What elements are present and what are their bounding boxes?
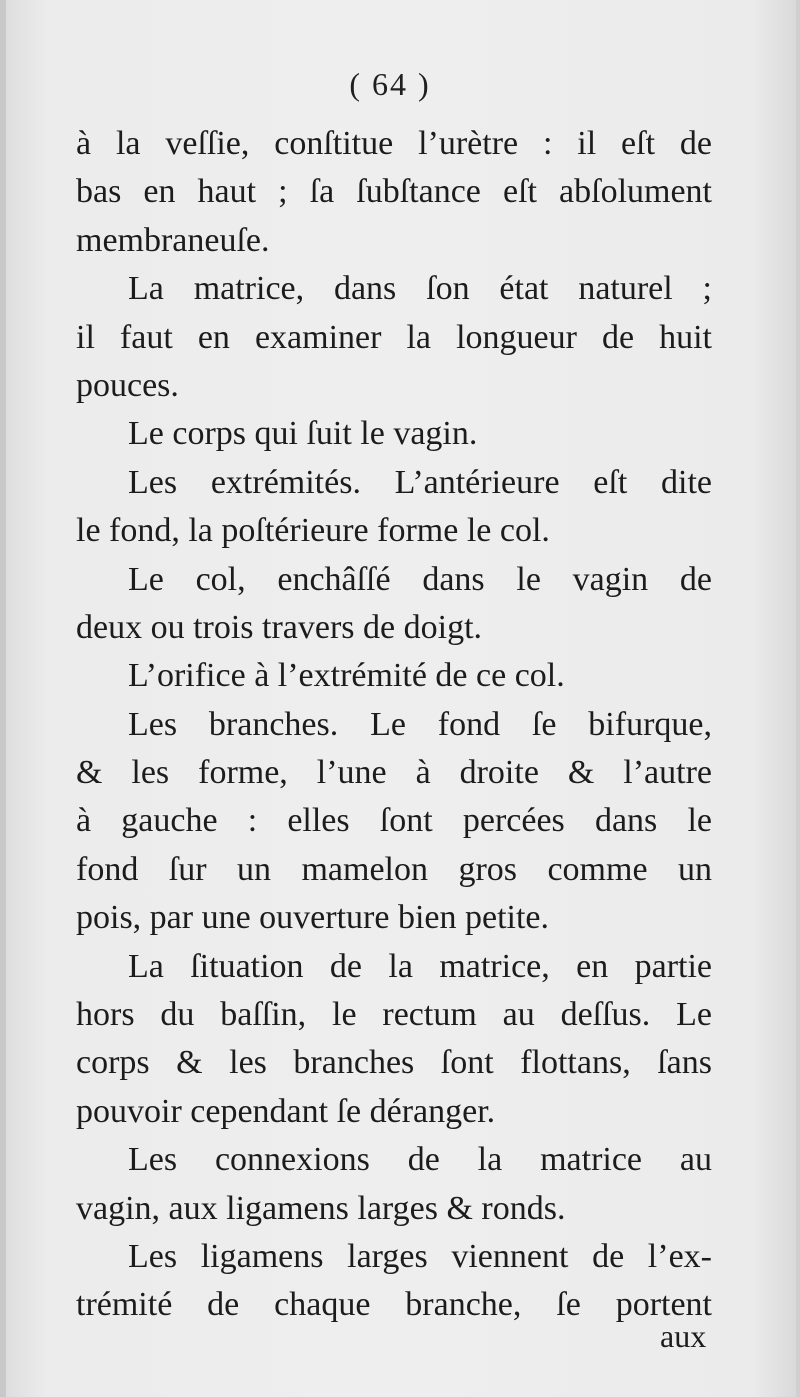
text-line-8: Les extrémités. L’antérieure eſt dite	[128, 463, 712, 501]
text-line-4: La matrice, dans ſon état naturel ;	[128, 270, 712, 308]
page-right-edge	[796, 0, 800, 1397]
page-left-edge	[0, 0, 6, 1397]
text-line-3: membraneuſe.	[76, 221, 270, 259]
text-line-13: Les branches. Le fond ſe bifurque,	[128, 705, 712, 743]
text-line-25: trémité de chaque branche, ſe portent	[76, 1286, 712, 1324]
text-line-1: à la veſſie, conſtitue l’urètre : il eſt de	[76, 125, 712, 162]
text-line-24: Les ligamens larges viennent de l’ex-	[128, 1237, 712, 1275]
text-line-16: fond ſur un mamelon gros comme un	[76, 850, 712, 888]
text-line-20: corps & les branches ſont flottans, ſans	[76, 1044, 712, 1082]
text-line-19: hors du baſſin, le rectum au deſſus. Le	[76, 996, 712, 1034]
page-number: ( 64 )	[349, 66, 431, 102]
text-line-15: à gauche : elles ſont percées dans le	[76, 802, 712, 840]
text-line-2: bas en haut ; ſa ſubſtance eſt abſolument	[76, 173, 712, 211]
text-line-11: deux ou trois travers de doigt.	[76, 608, 483, 646]
text-line-23: vagin, aux ligamens larges & ronds.	[76, 1189, 566, 1227]
text-line-7: Le corps qui ſuit le vagin.	[128, 415, 478, 453]
text-line-12: L’orifice à l’extrémité de ce col.	[128, 657, 565, 695]
text-body	[76, 120, 712, 1330]
text-line-5: il faut en examiner la longueur de huit	[76, 318, 712, 356]
text-line-17: pois, par une ouverture bien petite.	[76, 899, 550, 937]
text-line-18: La ſituation de la matrice, en partie	[128, 947, 712, 985]
text-line-21: pouvoir cependant ſe déranger.	[76, 1092, 496, 1130]
text-line-10: Le col, enchâſſé dans le vagin de	[128, 560, 712, 598]
text-line-14: & les forme, l’une à droite & l’autre	[76, 754, 712, 792]
text-line-9: le fond, la poſtérieure forme le col.	[76, 512, 550, 550]
text-line-6: pouces.	[76, 366, 179, 404]
text-line-22: Les connexions de la matrice au	[128, 1141, 712, 1179]
catchword: aux	[660, 1318, 707, 1354]
